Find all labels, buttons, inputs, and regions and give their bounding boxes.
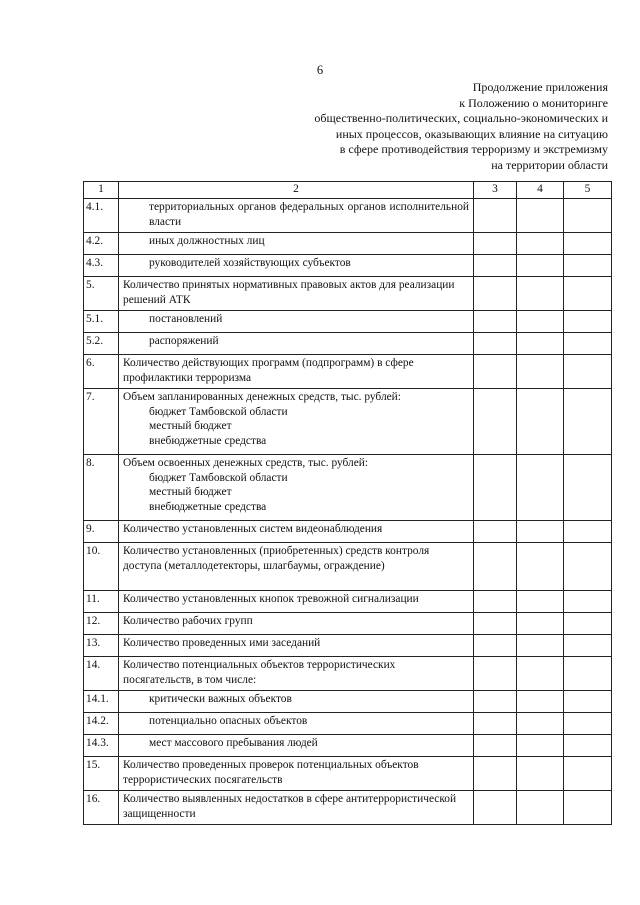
table-row — [84, 355, 612, 389]
value-cell[interactable] — [564, 691, 612, 713]
value-cell[interactable] — [474, 455, 517, 521]
row-number: 6. — [84, 355, 119, 389]
value-cell[interactable] — [517, 355, 564, 389]
row-number: 5.1. — [84, 311, 119, 333]
indicator-text: Количество потенциальных объектов террористических посягательств, в том числе: — [123, 659, 396, 686]
row-indicator — [119, 355, 474, 389]
appendix-line: иных процессов, оказывающих влияние на ситуацию — [335, 126, 608, 141]
value-cell[interactable] — [517, 521, 564, 543]
table-row — [84, 311, 612, 333]
value-cell[interactable] — [474, 657, 517, 691]
indicator-text: мест массового пребывания людей — [149, 737, 318, 749]
value-cell[interactable] — [517, 233, 564, 255]
value-cell[interactable] — [474, 255, 517, 277]
row-indicator — [119, 591, 474, 613]
column-header: 3 — [474, 182, 517, 199]
table-row — [84, 735, 612, 757]
value-cell[interactable] — [564, 389, 612, 455]
budget-source-line: внебюджетные средства — [149, 434, 267, 447]
indicator-text: Количество действующих программ (подпрограмм) в сфере профилактики терроризма — [123, 357, 414, 384]
budget-source-line: бюджет Тамбовской области — [149, 471, 288, 484]
value-cell[interactable] — [517, 713, 564, 735]
table-row — [84, 691, 612, 713]
row-indicator — [119, 233, 474, 255]
value-cell[interactable] — [564, 455, 612, 521]
value-cell[interactable] — [517, 657, 564, 691]
indicator-text: потенциально опасных объектов — [149, 715, 308, 727]
value-cell[interactable] — [517, 389, 564, 455]
table-body — [84, 199, 612, 825]
value-cell[interactable] — [564, 521, 612, 543]
value-cell[interactable] — [474, 691, 517, 713]
indicator-text: распоряжений — [149, 335, 219, 347]
table-row — [84, 277, 612, 311]
row-indicator — [119, 521, 474, 543]
row-number: 14. — [84, 657, 119, 691]
value-cell[interactable] — [564, 657, 612, 691]
row-number: 4.3. — [84, 255, 119, 277]
table-row — [84, 543, 612, 591]
value-cell[interactable] — [474, 389, 517, 455]
value-cell[interactable] — [564, 735, 612, 757]
table-row — [84, 389, 612, 455]
value-cell[interactable] — [564, 757, 612, 791]
row-indicator — [119, 389, 474, 455]
value-cell[interactable] — [474, 233, 517, 255]
appendix-header — [228, 80, 608, 173]
row-number: 10. — [84, 543, 119, 591]
row-indicator — [119, 255, 474, 277]
table-row — [84, 199, 612, 233]
row-indicator — [119, 635, 474, 657]
row-number: 11. — [84, 591, 119, 613]
table-row — [84, 613, 612, 635]
table-row — [84, 455, 612, 521]
value-cell[interactable] — [564, 311, 612, 333]
value-cell[interactable] — [474, 311, 517, 333]
row-number: 12. — [84, 613, 119, 635]
indicator-text: территориальных органов федеральных органов исполнительной власти — [149, 201, 469, 228]
value-cell[interactable] — [517, 591, 564, 613]
row-indicator — [119, 455, 474, 521]
row-indicator — [119, 199, 474, 233]
value-cell[interactable] — [474, 713, 517, 735]
table-row — [84, 233, 612, 255]
row-number: 9. — [84, 521, 119, 543]
appendix-line: в сфере противодействия терроризму и экстремизму — [339, 142, 608, 156]
value-cell[interactable] — [564, 333, 612, 355]
table-row — [84, 713, 612, 735]
budget-source-line: местный бюджет — [149, 420, 232, 432]
value-cell[interactable] — [474, 591, 517, 613]
value-cell[interactable] — [517, 735, 564, 757]
column-header: 1 — [84, 182, 119, 199]
value-cell[interactable] — [517, 277, 564, 311]
row-indicator — [119, 757, 474, 791]
indicator-text: Количество выявленных недостатков в сфере антитеррористической защищенности — [123, 793, 457, 820]
indicator-text: постановлений — [149, 313, 223, 325]
row-indicator — [119, 613, 474, 635]
indicator-text: Количество установленных кнопок тревожной сигнализации — [123, 593, 419, 605]
value-cell[interactable] — [564, 233, 612, 255]
value-cell[interactable] — [517, 635, 564, 657]
value-cell[interactable] — [474, 277, 517, 311]
indicator-text: Количество установленных (приобретенных) средств контроля доступа (металлодетекторы, шлагбаумы, ограждение) — [123, 545, 430, 572]
value-cell[interactable] — [564, 713, 612, 735]
column-header: 2 — [119, 182, 474, 199]
table-row — [84, 757, 612, 791]
value-cell[interactable] — [517, 311, 564, 333]
row-number: 8. — [84, 455, 119, 521]
value-cell[interactable] — [474, 613, 517, 635]
indicator-text: Объем запланированных денежных средств, тыс. рублей: — [123, 391, 401, 403]
indicator-text: руководителей хозяйствующих субъектов — [149, 257, 351, 269]
row-indicator — [119, 791, 474, 825]
value-cell[interactable] — [474, 757, 517, 791]
value-cell[interactable] — [517, 757, 564, 791]
indicator-text: Количество установленных систем видеонаблюдения — [123, 523, 383, 535]
value-cell[interactable] — [474, 791, 517, 825]
budget-source-line: внебюджетные средства — [149, 500, 267, 513]
budget-source-line: местный бюджет — [149, 486, 232, 498]
row-indicator — [119, 691, 474, 713]
value-cell[interactable] — [564, 613, 612, 635]
value-cell[interactable] — [517, 791, 564, 825]
indicator-text: Объем освоенных денежных средств, тыс. рублей: — [123, 457, 369, 469]
value-cell[interactable] — [564, 199, 612, 233]
table-row — [84, 255, 612, 277]
value-cell[interactable] — [474, 333, 517, 355]
column-header: 5 — [564, 182, 612, 199]
indicator-text: Количество проведенных ими заседаний — [123, 637, 321, 649]
row-indicator — [119, 333, 474, 355]
appendix-line: Продолжение приложения — [472, 80, 608, 94]
value-cell[interactable] — [564, 355, 612, 389]
value-cell[interactable] — [474, 521, 517, 543]
indicator-text: Количество принятых нормативных правовых актов для реализации решений АТК — [123, 279, 455, 306]
value-cell[interactable] — [564, 255, 612, 277]
value-cell[interactable] — [564, 543, 612, 591]
value-cell[interactable] — [564, 277, 612, 311]
row-indicator — [119, 713, 474, 735]
value-cell[interactable] — [517, 455, 564, 521]
table-row — [84, 591, 612, 613]
value-cell[interactable] — [474, 355, 517, 389]
row-number: 4.2. — [84, 233, 119, 255]
value-cell[interactable] — [517, 691, 564, 713]
row-number: 4.1. — [84, 199, 119, 233]
table-row — [84, 791, 612, 825]
indicator-text: иных должностных лиц — [149, 235, 265, 247]
column-header: 4 — [517, 182, 564, 199]
table-row — [84, 657, 612, 691]
budget-source-line: бюджет Тамбовской области — [149, 405, 288, 418]
value-cell[interactable] — [474, 199, 517, 233]
row-indicator — [119, 311, 474, 333]
row-number: 13. — [84, 635, 119, 657]
indicator-text: критически важных объектов — [149, 693, 292, 705]
value-cell[interactable] — [474, 635, 517, 657]
indicator-text: Количество рабочих групп — [123, 615, 253, 627]
row-number: 7. — [84, 389, 119, 455]
table-row — [84, 521, 612, 543]
row-indicator — [119, 657, 474, 691]
table-header-row — [84, 182, 612, 199]
row-number: 14.1. — [84, 691, 119, 713]
monitoring-table — [83, 181, 612, 825]
row-indicator — [119, 543, 474, 591]
value-cell[interactable] — [474, 735, 517, 757]
indicator-text: Количество проведенных проверок потенциальных объектов террористических посягательств — [123, 759, 419, 786]
value-cell[interactable] — [517, 613, 564, 635]
row-number: 14.3. — [84, 735, 119, 757]
table-row — [84, 635, 612, 657]
appendix-line: общественно-политических, социально-экономических и — [314, 111, 608, 125]
row-number: 15. — [84, 757, 119, 791]
row-indicator — [119, 735, 474, 757]
value-cell[interactable] — [517, 199, 564, 233]
appendix-line: к Положению о мониторинге — [459, 95, 608, 110]
row-number: 5.2. — [84, 333, 119, 355]
appendix-line: на территории области — [491, 157, 608, 172]
table-row — [84, 333, 612, 355]
row-number: 14.2. — [84, 713, 119, 735]
row-number: 5. — [84, 277, 119, 311]
value-cell[interactable] — [517, 333, 564, 355]
row-indicator — [119, 277, 474, 311]
page-number: 6 — [316, 63, 324, 77]
value-cell[interactable] — [474, 543, 517, 591]
value-cell[interactable] — [517, 543, 564, 591]
value-cell[interactable] — [564, 791, 612, 825]
value-cell[interactable] — [564, 591, 612, 613]
value-cell[interactable] — [517, 255, 564, 277]
value-cell[interactable] — [564, 635, 612, 657]
row-number: 16. — [84, 791, 119, 825]
